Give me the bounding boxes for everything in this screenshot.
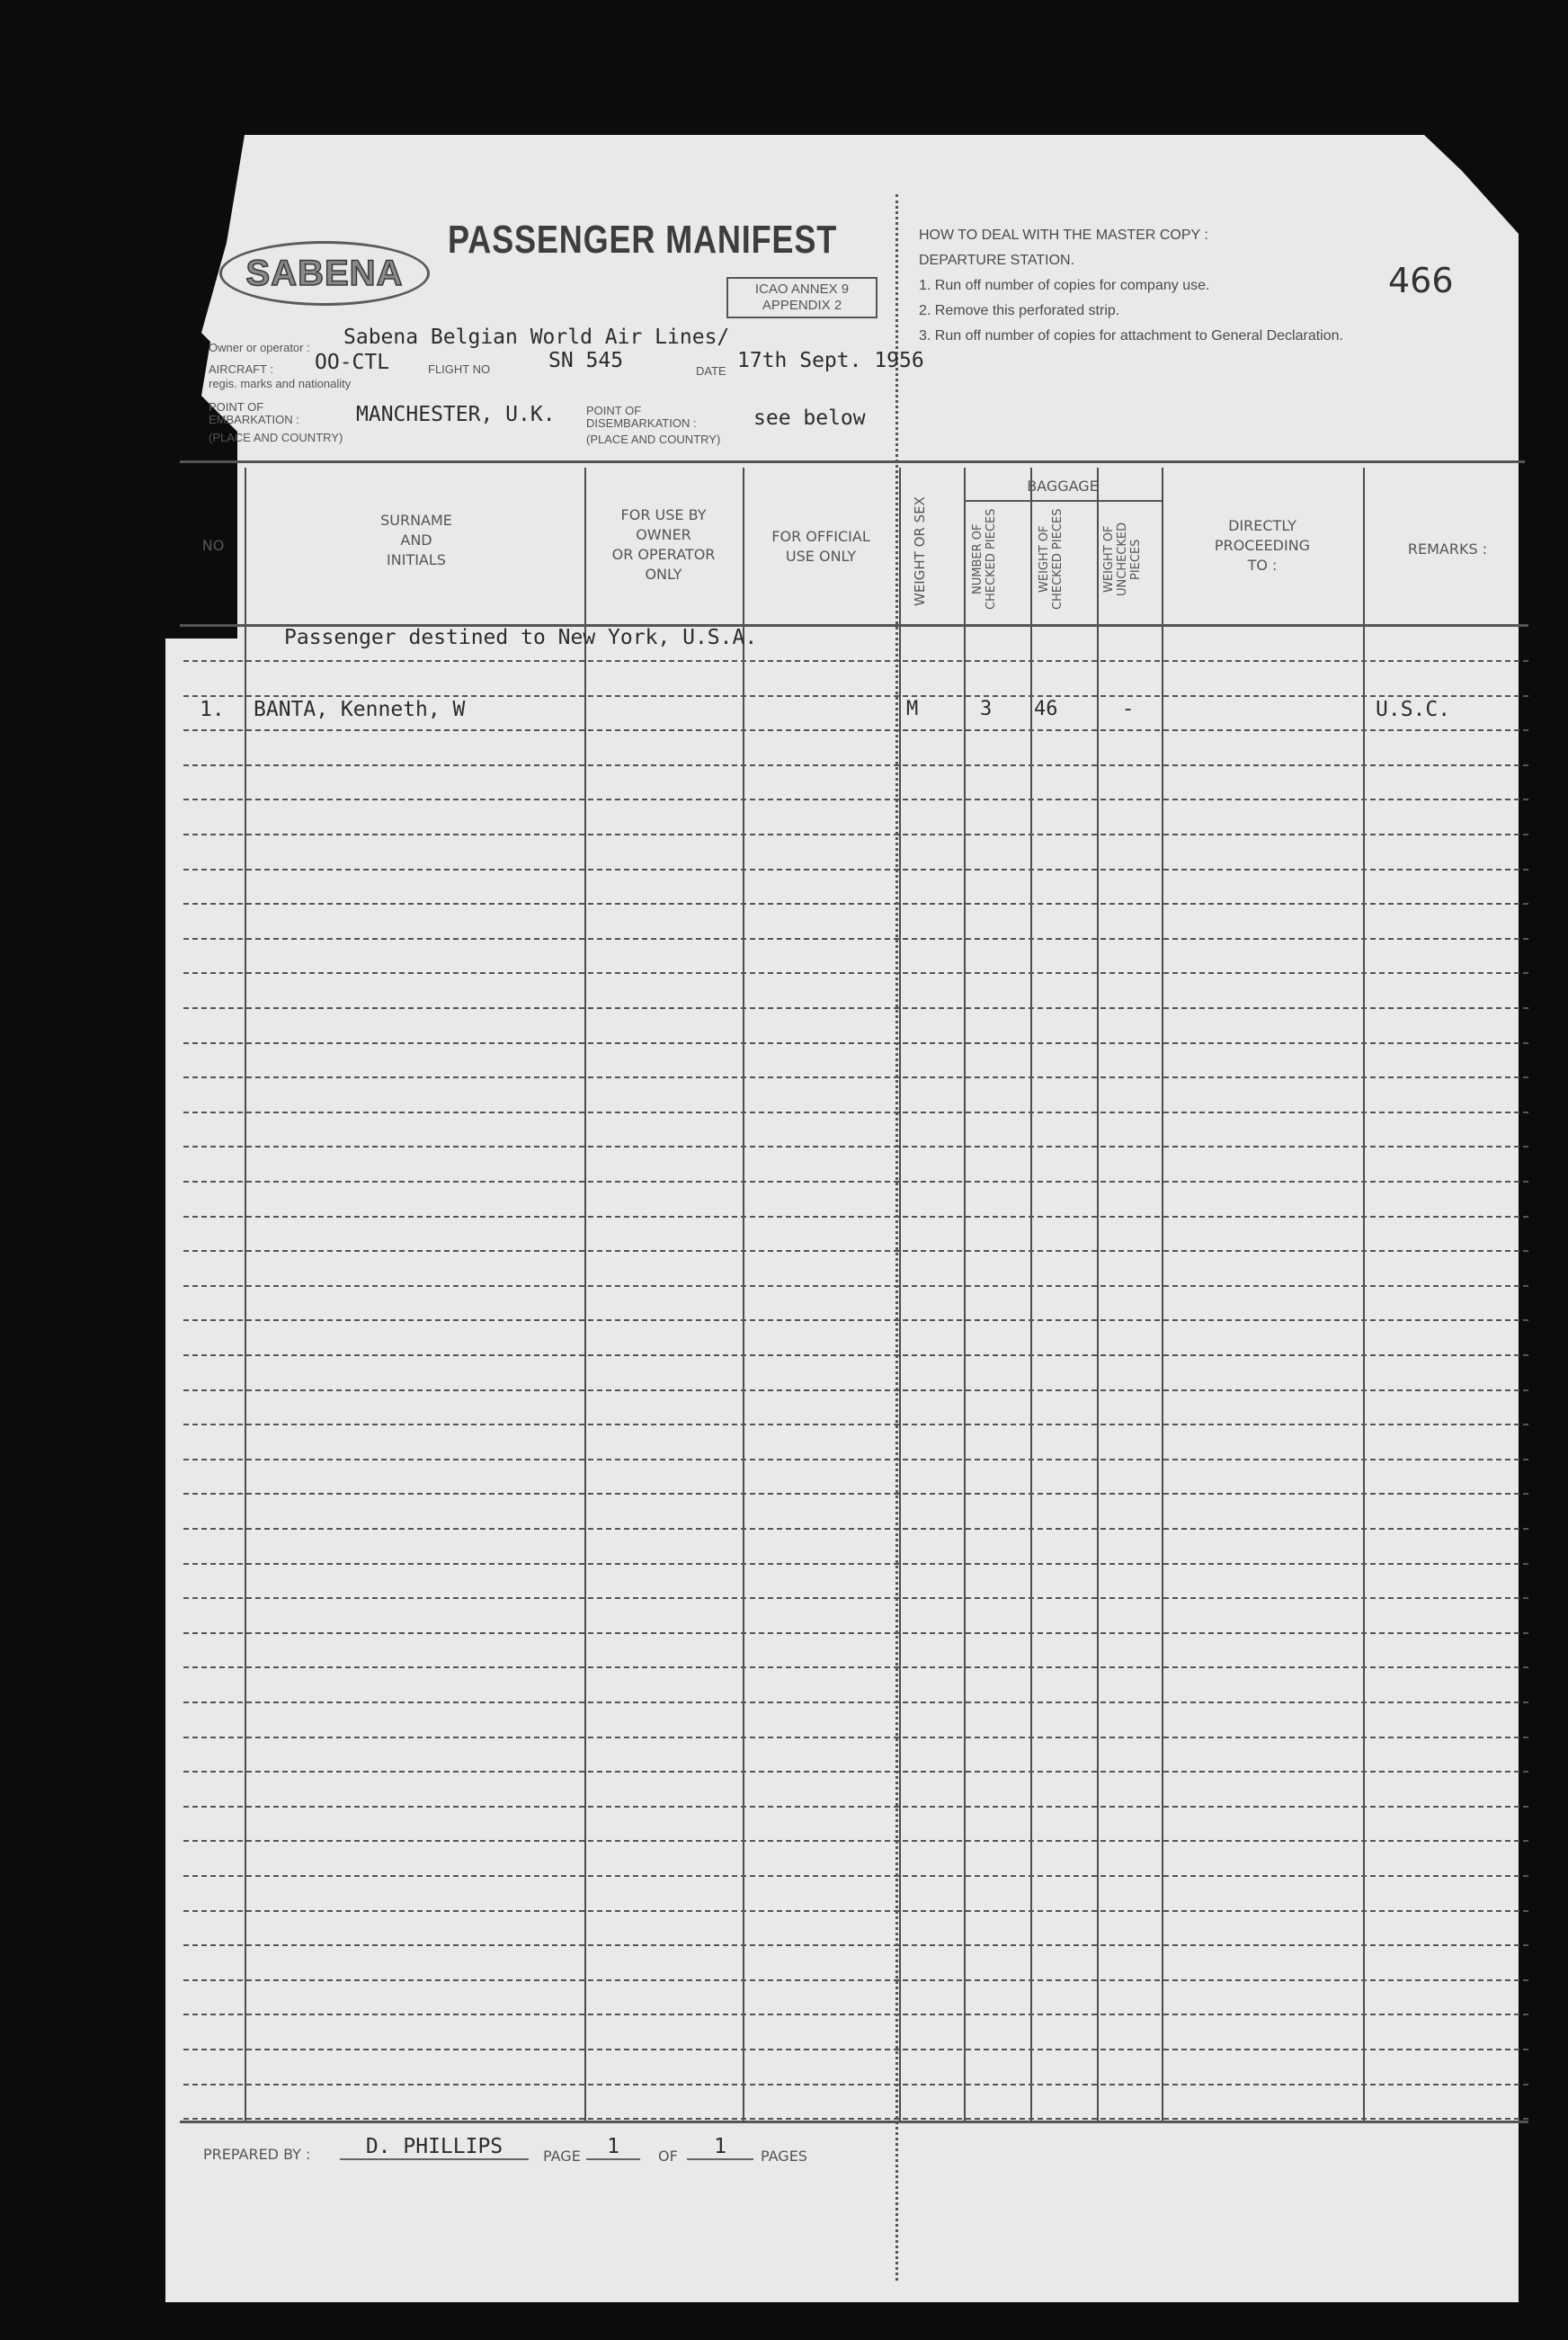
table-row-line bbox=[183, 1632, 1528, 1634]
page-title: PASSENGER MANIFEST bbox=[448, 218, 838, 262]
table-row-line bbox=[183, 1666, 1528, 1668]
table-row-line bbox=[183, 1563, 1528, 1565]
table-row-line bbox=[183, 1737, 1528, 1738]
icao-annex-box: ICAO ANNEX 9 APPENDIX 2 bbox=[726, 277, 878, 318]
table-row-line bbox=[183, 938, 1528, 940]
table-column-line bbox=[245, 468, 246, 2121]
logo-text: SABENA bbox=[245, 253, 404, 293]
col-weight-sex: WEIGHT OR SEX bbox=[912, 496, 928, 606]
destination-note: Passenger destined to New York, U.S.A. bbox=[284, 626, 758, 649]
col-checked-weight: WEIGHT OF CHECKED PIECES bbox=[1038, 508, 1065, 611]
table-row-line bbox=[183, 695, 1528, 697]
owner-label: Owner or operator : bbox=[209, 341, 310, 354]
table-row-line bbox=[183, 834, 1528, 835]
table-column-line bbox=[1363, 468, 1365, 2121]
col-remarks: REMARKS : bbox=[1407, 540, 1488, 558]
passenger-sex: M bbox=[906, 698, 919, 720]
prepared-by-label: PREPARED BY : bbox=[203, 2146, 311, 2163]
col-directly-proceeding: DIRECTLY PROCEEDING TO : bbox=[1214, 517, 1311, 574]
table-row-line bbox=[183, 2118, 1528, 2120]
table-row-line bbox=[183, 1389, 1528, 1391]
table-bottom-rule bbox=[180, 2121, 1528, 2123]
table-row-line bbox=[183, 1806, 1528, 1808]
table-row-line bbox=[183, 1181, 1528, 1183]
table-row-line bbox=[183, 1840, 1528, 1842]
table-row-line bbox=[183, 1944, 1528, 1946]
prepared-by-value: D. PHILLIPS bbox=[340, 2135, 529, 2160]
aircraft-value: OO-CTL bbox=[315, 351, 390, 374]
table-row-line bbox=[183, 1112, 1528, 1113]
table-column-line bbox=[1097, 468, 1099, 2121]
disembarkation-value: see below bbox=[753, 406, 866, 430]
col-baggage: BAGGAGE bbox=[1027, 478, 1099, 495]
row-number: 1. bbox=[200, 698, 225, 721]
of-label: OF bbox=[658, 2148, 678, 2165]
document-number: 466 bbox=[1388, 261, 1454, 300]
instruction-item: 1. Run off number of copies for company use. bbox=[919, 278, 1210, 293]
table-column-line bbox=[584, 468, 586, 2121]
owner-value: Sabena Belgian World Air Lines/ bbox=[343, 326, 730, 349]
table-row-line bbox=[183, 1875, 1528, 1877]
table-row-line bbox=[183, 1979, 1528, 1981]
passenger-name: BANTA, Kenneth, W bbox=[254, 698, 466, 721]
table-row-line bbox=[183, 1285, 1528, 1287]
instruction-item: 2. Remove this perforated strip. bbox=[919, 303, 1120, 318]
table-row-line bbox=[183, 2084, 1528, 2085]
instructions-block bbox=[919, 223, 1343, 349]
table-row-line bbox=[183, 1319, 1528, 1321]
pages-label: PAGES bbox=[761, 2148, 807, 2165]
col-owner-use: FOR USE BY OWNER OR OPERATOR ONLY bbox=[611, 506, 716, 583]
table-column-line bbox=[743, 468, 744, 2121]
page-label: PAGE bbox=[543, 2148, 581, 2165]
disembarkation-sublabel: (PLACE AND COUNTRY) bbox=[586, 433, 721, 446]
table-row-line bbox=[183, 1459, 1528, 1460]
table-row-line bbox=[183, 1250, 1528, 1252]
table-column-line bbox=[899, 468, 901, 2121]
aircraft-label: AIRCRAFT : bbox=[209, 362, 273, 376]
table-row-line bbox=[183, 1910, 1528, 1912]
instructions-title: HOW TO DEAL WITH THE MASTER COPY : bbox=[919, 228, 1208, 243]
table-column-line bbox=[1030, 468, 1032, 2121]
table-row-line bbox=[183, 1007, 1528, 1009]
date-value: 17th Sept. 1956 bbox=[737, 349, 924, 372]
instructions-sub: DEPARTURE STATION. bbox=[919, 253, 1075, 268]
checked-pieces-value: 3 bbox=[980, 698, 993, 720]
table-row-line bbox=[183, 1528, 1528, 1530]
table-row-line bbox=[183, 869, 1528, 871]
unchecked-weight-value: - bbox=[1122, 698, 1135, 720]
table-row-line bbox=[183, 1424, 1528, 1425]
table-row-line bbox=[183, 729, 1528, 731]
col-checked-pieces: NUMBER OF CHECKED PIECES bbox=[971, 508, 998, 611]
table-row-line bbox=[183, 1701, 1528, 1703]
table-row-line bbox=[183, 1216, 1528, 1218]
of-value: 1 bbox=[687, 2135, 753, 2160]
page-value: 1 bbox=[586, 2135, 640, 2160]
instruction-item: 3. Run off number of copies for attachment to General Declaration. bbox=[919, 328, 1343, 344]
checked-weight-value: 46 bbox=[1034, 698, 1058, 720]
table-row-line bbox=[183, 1354, 1528, 1356]
table-row-line bbox=[183, 972, 1528, 974]
table-column-line bbox=[964, 468, 966, 2121]
passenger-remarks: U.S.C. bbox=[1376, 698, 1451, 721]
flight-value: SN 545 bbox=[548, 349, 624, 372]
table-row-line bbox=[183, 2014, 1528, 2015]
table-row-line bbox=[183, 1146, 1528, 1148]
col-unchecked-weight: WEIGHT OF UNCHECKED PIECES bbox=[1102, 522, 1143, 597]
table-row-line bbox=[183, 1597, 1528, 1599]
embarkation-sublabel: (PLACE AND COUNTRY) bbox=[209, 431, 343, 444]
baggage-header-rule bbox=[964, 500, 1162, 502]
table-row-line bbox=[183, 660, 1528, 662]
table-row-line bbox=[183, 1076, 1528, 1078]
perforation-line bbox=[895, 194, 898, 2281]
table-row-line bbox=[183, 1771, 1528, 1773]
embarkation-value: MANCHESTER, U.K. bbox=[356, 403, 556, 426]
sabena-logo bbox=[219, 241, 430, 306]
table-row-line bbox=[183, 2049, 1528, 2050]
date-label: DATE bbox=[696, 364, 726, 378]
embarkation-label: POINT OF EMBARKATION : bbox=[209, 400, 299, 426]
table-row-line bbox=[183, 1493, 1528, 1495]
table-row-line bbox=[183, 799, 1528, 800]
table-row-line bbox=[183, 764, 1528, 766]
col-no: NO bbox=[201, 537, 225, 554]
disembarkation-label: POINT OF DISEMBARKATION : bbox=[586, 404, 697, 430]
flight-label: FLIGHT NO bbox=[428, 362, 491, 376]
table-row-line bbox=[183, 1042, 1528, 1044]
header-rule bbox=[180, 460, 1525, 463]
table-row-line bbox=[183, 903, 1528, 905]
col-surname: SURNAME AND INITIALS bbox=[380, 512, 452, 568]
table-column-line bbox=[1162, 468, 1163, 2121]
aircraft-sublabel: regis. marks and nationality bbox=[209, 377, 352, 390]
col-official-use: FOR OFFICIAL USE ONLY bbox=[771, 528, 870, 565]
